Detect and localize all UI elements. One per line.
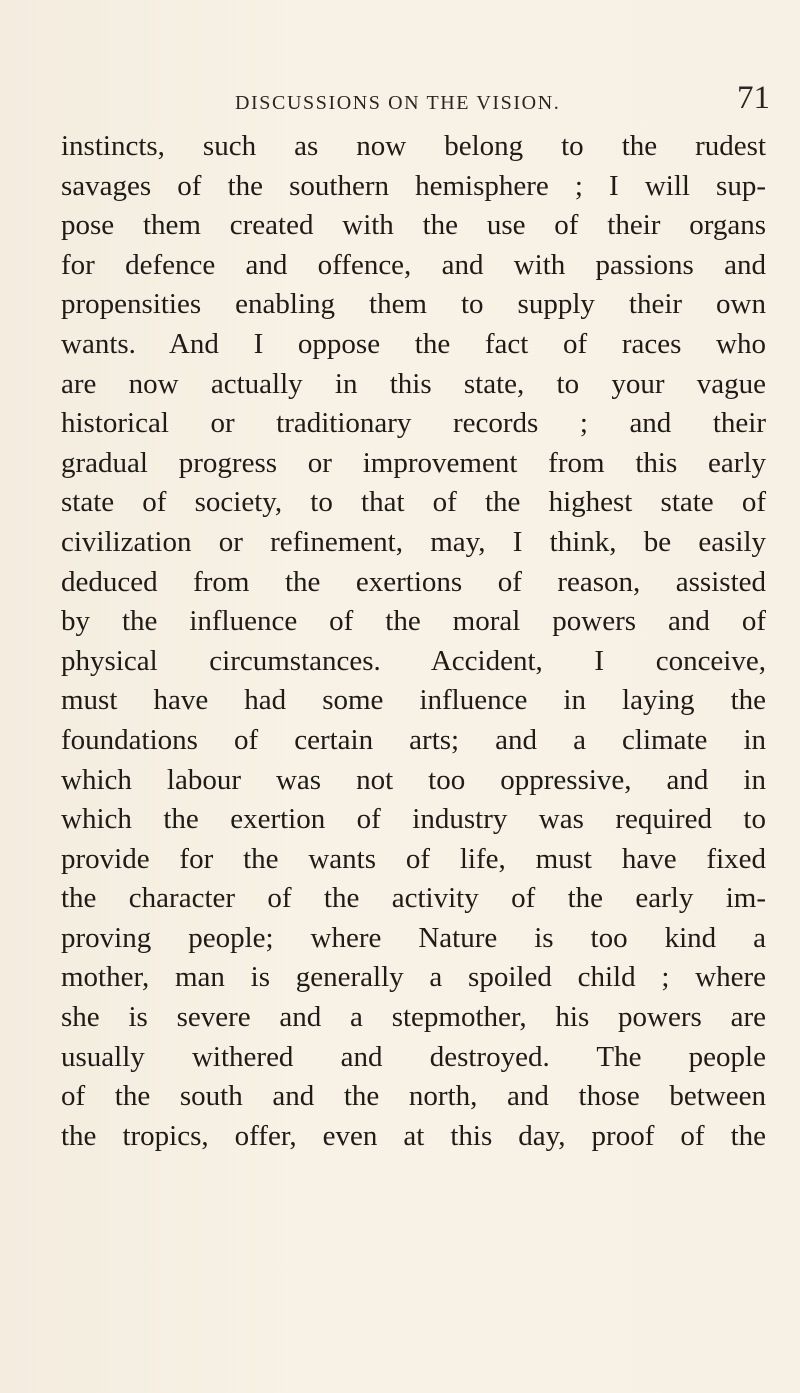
text-line: for defence and offence, and with passions and [61,248,766,281]
text-line: instincts, such as now belong to the rudest [61,130,766,162]
text-line: civilization or refinement, may, I think, be easily [61,525,766,558]
body-text [61,127,766,1156]
text-line: deduced from the exertions of reason, assisted [61,565,766,598]
text-line: wants. And I oppose the fact of races who [61,327,766,360]
running-title: DISCUSSIONS ON THE VISION. [235,92,561,114]
text-line: the tropics, offer, even at this day, proof of the [61,1119,766,1152]
text-line: she is severe and a stepmother, his powers are [61,1001,766,1034]
text-line: are now actually in this state, to your vague [61,367,766,400]
text-line: which labour was not too oppressive, and in [61,763,766,796]
page-header [40,80,778,120]
text-line: savages of the southern hemisphere ; I will sup- [61,169,766,202]
text-line: mother, man is generally a spoiled child ; where [61,961,766,994]
text-line: provide for the wants of life, must have fixed [61,842,766,875]
text-line: state of society, to that of the highest state of [61,486,766,519]
text-line: foundations of certain arts; and a climate in [61,723,766,756]
text-line: historical or traditionary records ; and their [61,407,766,440]
text-line: propensities enabling them to supply their own [61,288,766,321]
text-line: gradual progress or improvement from this early [61,446,766,479]
text-line: the character of the activity of the early im- [61,882,766,915]
text-line: by the influence of the moral powers and of [61,605,766,638]
page-number: 71 [737,80,770,116]
text-line: pose them created with the use of their organs [61,209,766,242]
text-line: physical circumstances. Accident, I conceive, [61,644,766,677]
text-line: proving people; where Nature is too kind a [61,921,766,954]
text-line: which the exertion of industry was required to [61,803,766,836]
text-line: of the south and the north, and those between [61,1080,766,1113]
text-line: usually withered and destroyed. The people [61,1040,766,1073]
text-line: must have had some influence in laying the [61,684,766,717]
